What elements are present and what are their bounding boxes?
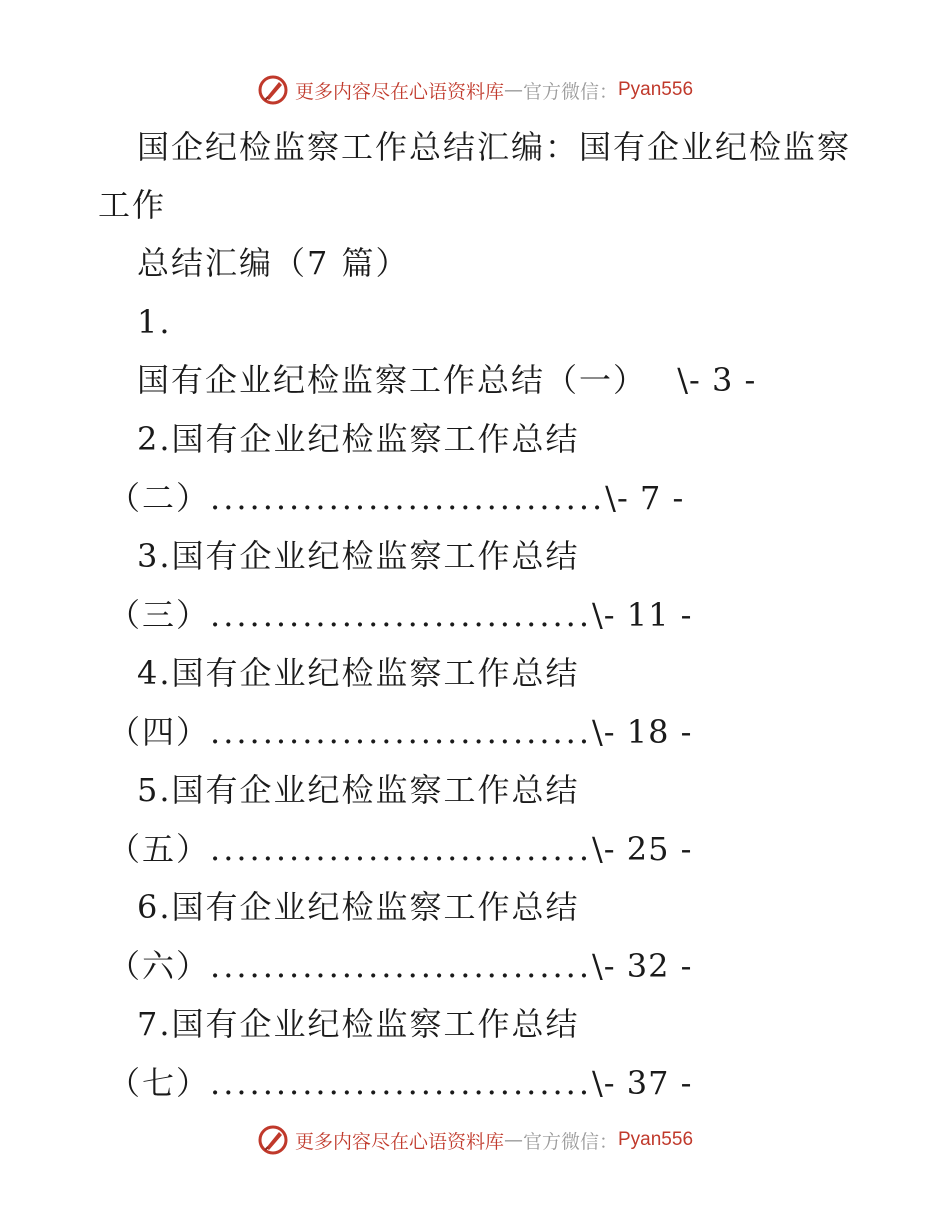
toc-7-leader xyxy=(108,1063,692,1103)
banner-separator: — xyxy=(503,79,523,101)
toc-4-heading: 国有企业纪检监察工作总结 xyxy=(171,654,580,692)
toc-2-heading: 国有企业纪检监察工作总结 xyxy=(171,420,580,458)
title-line-3: 总结汇编（7 篇） xyxy=(137,244,410,282)
toc-7-dots: ............................. xyxy=(210,1064,592,1102)
toc-1-number: 1. xyxy=(137,303,172,341)
toc-4-entry xyxy=(137,653,580,693)
toc-6-paren: （六） xyxy=(108,947,211,985)
toc-6-leader xyxy=(108,946,692,986)
title-line-1: 国企纪检监察工作总结汇编：国有企业纪检监察 xyxy=(137,128,852,166)
toc-7-paren: （七） xyxy=(108,1064,211,1102)
toc-4-leader xyxy=(108,712,692,752)
header-watermark xyxy=(0,70,950,110)
toc-3-leader xyxy=(108,595,692,635)
toc-6-page: \- 32 - xyxy=(592,947,693,985)
toc-5-number: 5. xyxy=(137,771,172,809)
toc-5-page: \- 25 - xyxy=(592,830,693,868)
footer-watermark xyxy=(0,1120,950,1160)
site-name: 更多内容尽在心语资料库 xyxy=(294,1130,504,1153)
toc-4-page: \- 18 - xyxy=(592,713,693,751)
official-label: 官方微信： xyxy=(522,80,618,103)
banner-separator: — xyxy=(503,1129,523,1151)
title-line-2: 工作 xyxy=(98,186,167,224)
site-name: 更多内容尽在心语资料库 xyxy=(294,80,504,103)
official-label: 官方微信： xyxy=(522,1130,618,1153)
toc-5-leader xyxy=(108,829,692,869)
toc-1-entry xyxy=(137,360,756,400)
toc-5-heading: 国有企业纪检监察工作总结 xyxy=(171,771,580,809)
toc-3-number: 3. xyxy=(137,537,172,575)
toc-2-page: \- 7 - xyxy=(605,479,685,517)
wechat-account: Pyan556 xyxy=(618,79,694,100)
toc-4-paren: （四） xyxy=(108,713,211,751)
toc-6-dots: ............................. xyxy=(210,947,592,985)
toc-1-heading: 国有企业纪检监察工作总结（一） xyxy=(137,361,648,399)
toc-3-dots: ............................. xyxy=(210,596,592,634)
quill-logo-icon xyxy=(257,1124,289,1156)
toc-5-dots: ............................. xyxy=(210,830,592,868)
toc-6-number: 6. xyxy=(137,888,172,926)
toc-7-entry xyxy=(137,1004,580,1044)
toc-2-entry xyxy=(137,419,580,459)
quill-logo-icon xyxy=(257,74,289,106)
toc-7-heading: 国有企业纪检监察工作总结 xyxy=(171,1005,580,1043)
wechat-account: Pyan556 xyxy=(618,1129,694,1150)
toc-3-page: \- 11 - xyxy=(592,596,693,634)
toc-2-number: 2. xyxy=(137,420,172,458)
toc-4-number: 4. xyxy=(137,654,172,692)
toc-3-heading: 国有企业纪检监察工作总结 xyxy=(171,537,580,575)
toc-7-number: 7. xyxy=(137,1005,172,1043)
toc-3-entry xyxy=(137,536,580,576)
toc-2-leader xyxy=(108,478,684,518)
toc-6-heading: 国有企业纪检监察工作总结 xyxy=(171,888,580,926)
toc-7-page: \- 37 - xyxy=(592,1064,693,1102)
toc-4-dots: ............................. xyxy=(210,713,592,751)
toc-6-entry xyxy=(137,887,580,927)
toc-5-paren: （五） xyxy=(108,830,211,868)
toc-5-entry xyxy=(137,770,580,810)
toc-3-paren: （三） xyxy=(108,596,211,634)
toc-2-dots: .............................. xyxy=(210,479,606,517)
toc-1-page: \- 3 - xyxy=(677,361,757,399)
toc-2-paren: （二） xyxy=(108,479,211,517)
